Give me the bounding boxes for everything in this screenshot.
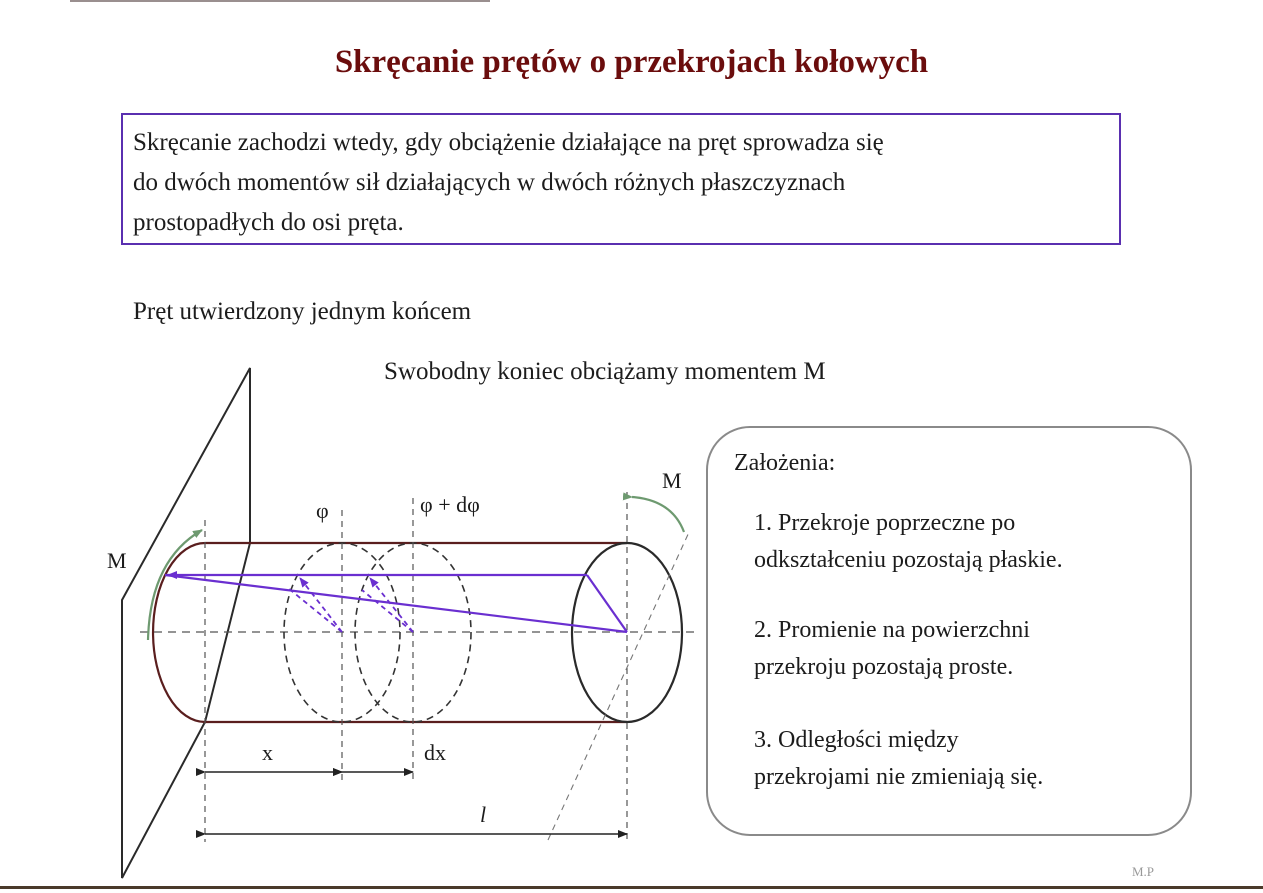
bottom-rule (0, 886, 1263, 889)
label-l: l (480, 802, 487, 827)
shear-arrow-2 (300, 578, 342, 632)
shear-arrow-3 (362, 590, 413, 632)
label-M-right: M (662, 468, 682, 493)
assumption-1-line-1: 1. Przekroje poprzeczne po (754, 510, 1016, 536)
label-phi-dphi: φ + dφ (420, 492, 480, 517)
author-credit: M.P (1132, 864, 1155, 879)
definition-line-1: Skręcanie zachodzi wtedy, gdy obciążenie działające na pręt sprowadza się (133, 129, 884, 156)
assumption-1 (754, 505, 1174, 579)
diagram-caption: Swobodny koniec obciążamy momentem M (384, 358, 826, 385)
assumptions-title: Założenia: (734, 450, 836, 476)
slide-title: Skręcanie prętów o przekrojach kołowych (334, 44, 929, 80)
definition-line-3: prostopadłych do osi pręta. (133, 209, 404, 236)
label-M-left: M (107, 548, 127, 573)
assumption-2-line-1: 2. Promienie na powierzchni (754, 617, 1030, 643)
moment-arrow-right (632, 497, 684, 532)
assumption-2 (754, 612, 1174, 686)
free-end-diagonal (548, 530, 690, 840)
assumption-3-line-1: 3. Odległości między (754, 727, 959, 753)
moment-arrow-left (148, 530, 202, 640)
assumption-3 (754, 722, 1174, 796)
end-radius-twisted (587, 575, 627, 632)
assumption-2-line-2: przekroju pozostają proste. (754, 654, 1014, 680)
fixed-wall-plane (122, 368, 250, 878)
assumption-3-line-2: przekrojami nie zmieniają się. (754, 764, 1044, 790)
label-phi: φ (316, 498, 329, 523)
assumption-1-line-2: odkształceniu pozostają płaskie. (754, 547, 1063, 573)
label-x: x (262, 740, 273, 765)
subtitle: Pręt utwierdzony jednym końcem (133, 298, 472, 325)
label-dx: dx (424, 740, 446, 765)
definition-line-2: do dwóch momentów sił działających w dwóch różnych płaszczyznach (133, 169, 846, 196)
